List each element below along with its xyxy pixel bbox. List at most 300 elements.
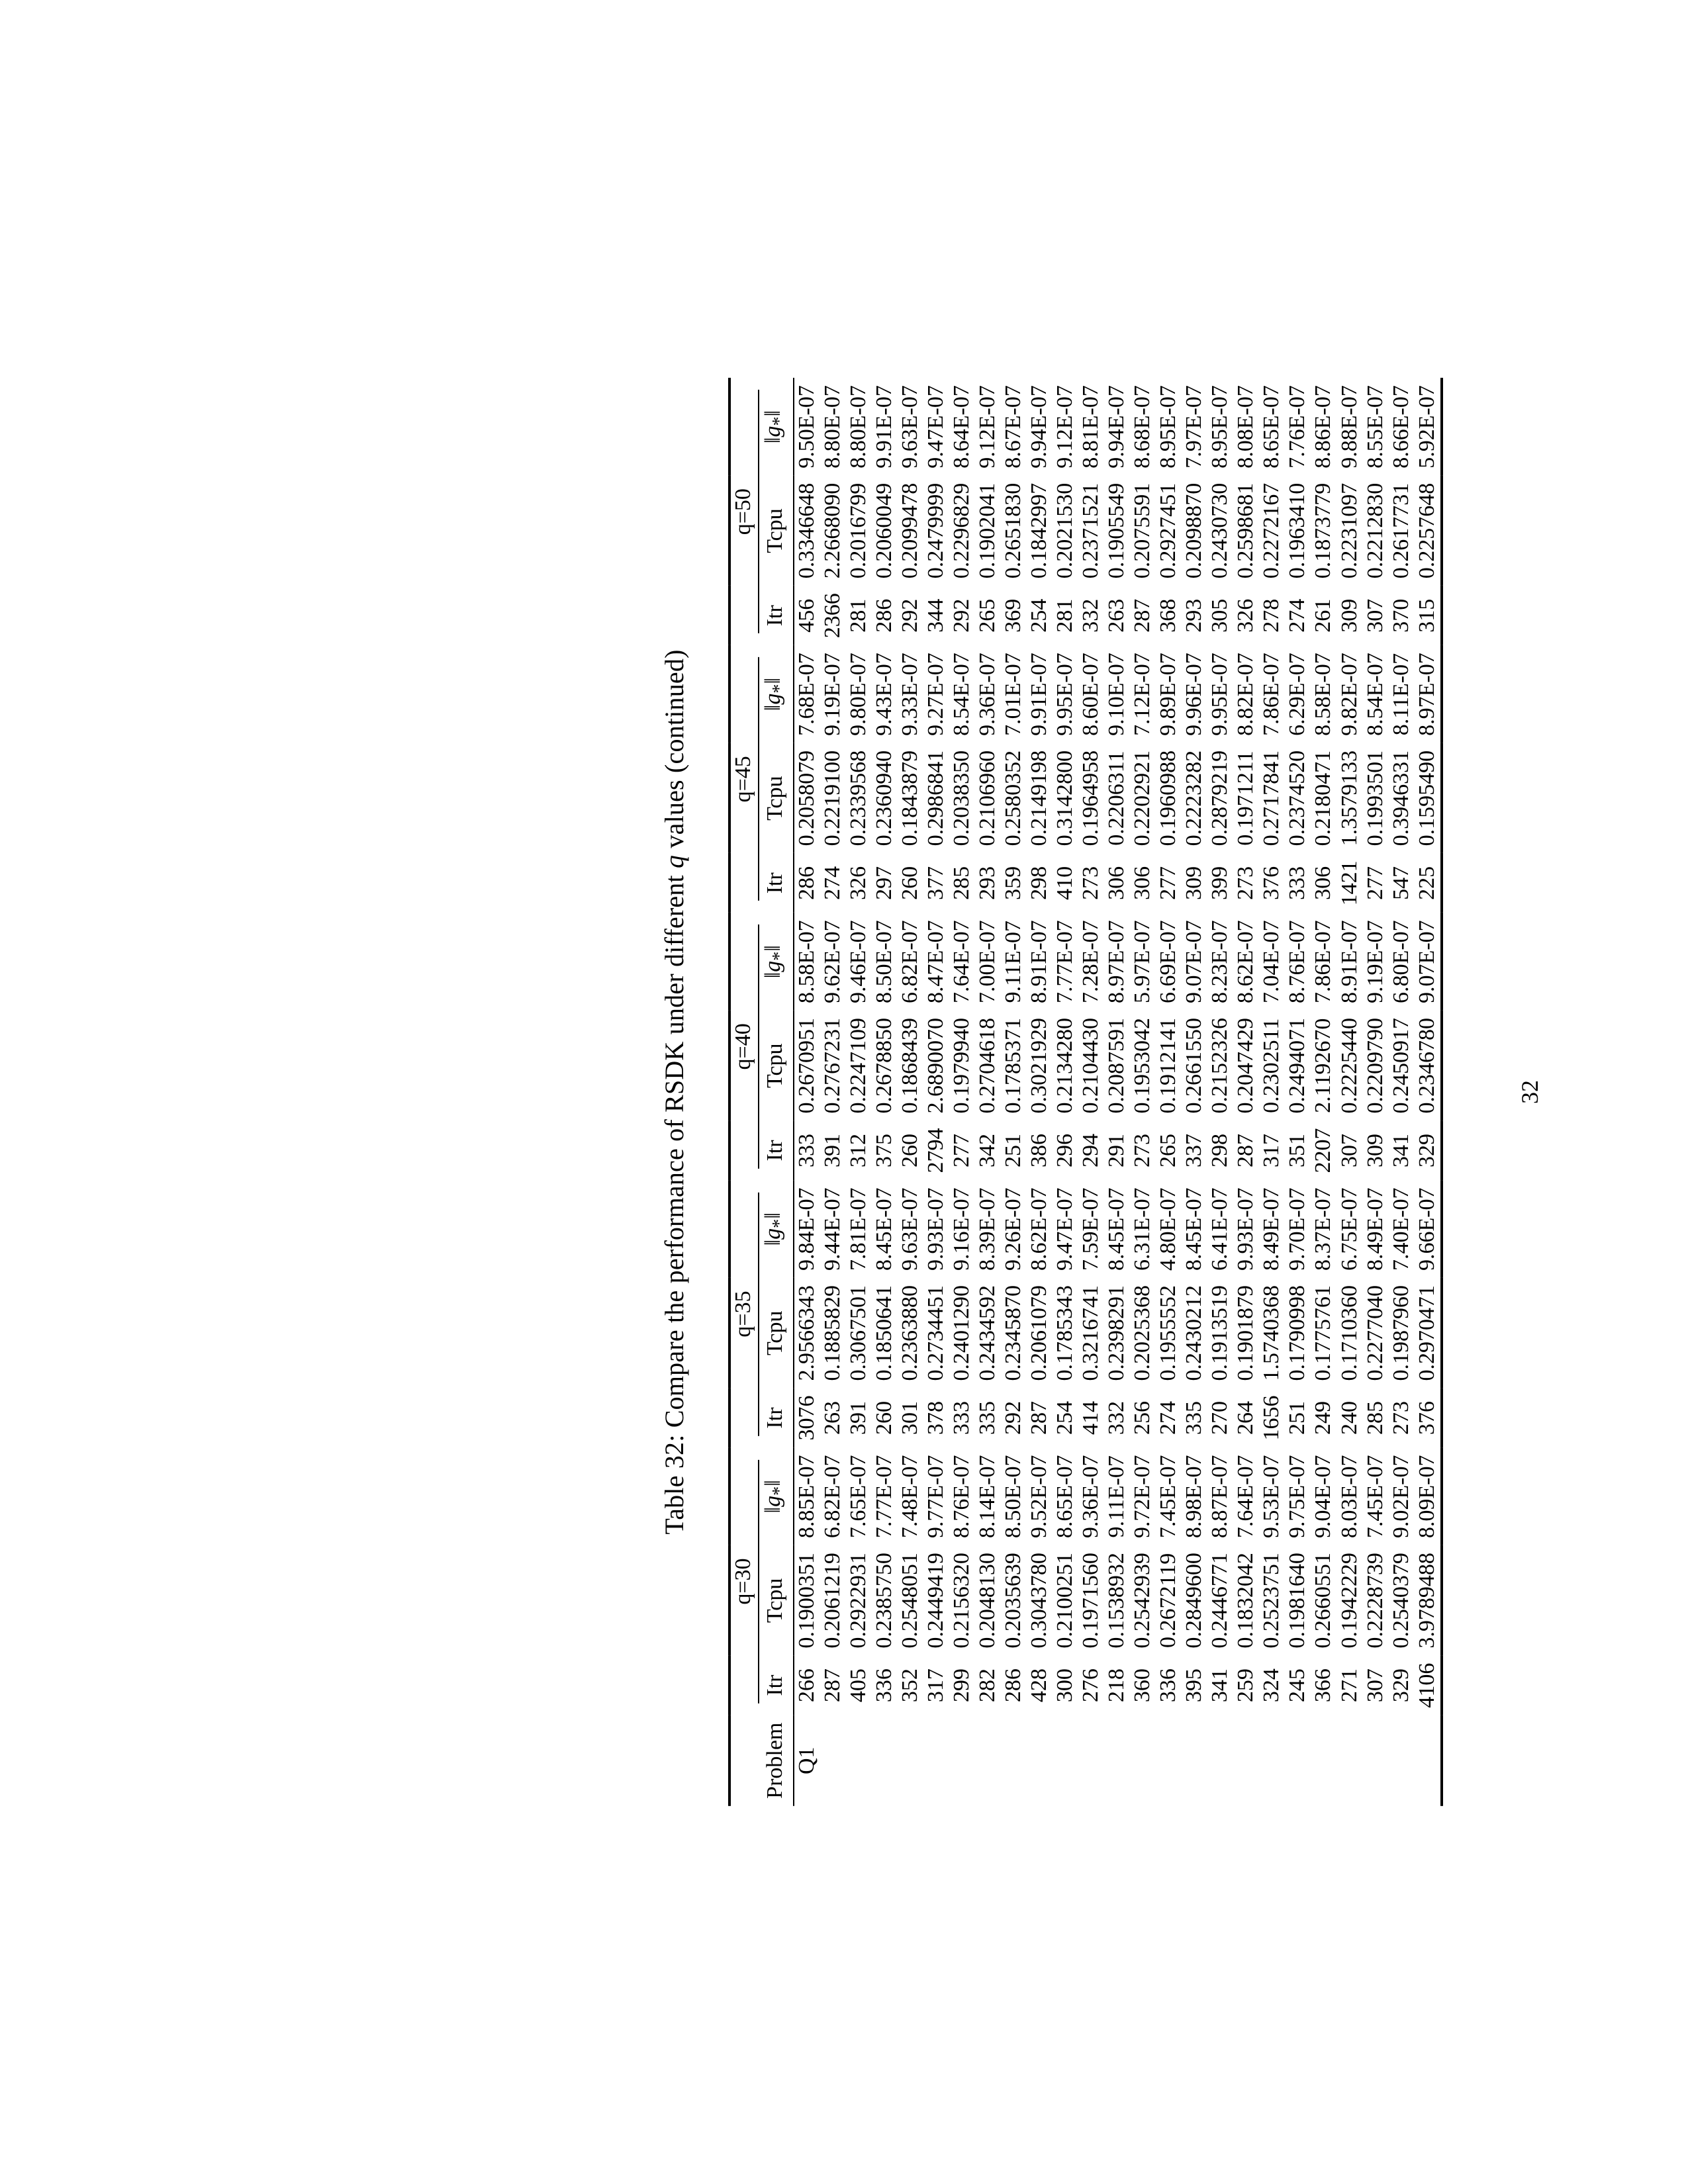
cell-q50-itr: 254 <box>1027 598 1052 633</box>
cell-q50-tcpu: 0.2075591 <box>1130 482 1155 579</box>
cell-q30-gnorm: 8.09E-07 <box>1415 1448 1442 1546</box>
cell-q40-gnorm: 6.80E-07 <box>1388 920 1413 1003</box>
cell-q50-itr: 2366 <box>820 593 845 639</box>
cell-q30-tcpu: 0.2061219 <box>820 1553 845 1649</box>
cell-q30-itr: 266 <box>794 1668 819 1703</box>
cell-q50-gnorm: 9.94E-07 <box>1027 385 1052 469</box>
cell-q40-tcpu: 0.2302511 <box>1259 1018 1284 1113</box>
cell-q40-tcpu: 0.2087591 <box>1104 1017 1129 1114</box>
cell-q30-itr: 428 <box>1027 1668 1052 1703</box>
cell-q30-tcpu: 0.2100251 <box>1053 1553 1078 1649</box>
cell-q45-gnorm: 9.91E-07 <box>1027 653 1052 736</box>
cell-q35-itr: 391 <box>845 1401 870 1435</box>
cell-q35-tcpu: 0.2401290 <box>949 1285 974 1381</box>
cell-q45-tcpu: 0.1960988 <box>1156 750 1181 846</box>
cell-q45-tcpu: 0.2058079 <box>794 750 819 846</box>
cell-q40-tcpu: 0.2661550 <box>1182 1017 1207 1114</box>
cell-q30-gnorm: 9.52E-07 <box>1027 1455 1052 1539</box>
cell-q35-tcpu: 0.3067501 <box>845 1285 870 1381</box>
cell-q45-itr: 306 <box>1130 866 1155 900</box>
cell-q30-itr: 317 <box>923 1668 948 1703</box>
cell-q50-itr: 326 <box>1233 598 1258 633</box>
cell-q50-tcpu: 0.2927451 <box>1156 482 1181 579</box>
cell-q35-gnorm: 8.49E-07 <box>1259 1187 1284 1271</box>
cell-q40-tcpu: 2.1192670 <box>1311 1018 1336 1113</box>
cell-q35-gnorm: 7.81E-07 <box>845 1187 870 1271</box>
cell-q30-gnorm: 9.77E-07 <box>923 1455 948 1539</box>
cell-q45-tcpu: 0.2223282 <box>1182 750 1207 846</box>
cell-q40-tcpu: 0.2209790 <box>1362 1017 1387 1114</box>
cell-q30-itr: 218 <box>1104 1668 1129 1703</box>
cell-q50-gnorm: 9.63E-07 <box>897 385 922 469</box>
cell-q30-tcpu: 0.1900351 <box>794 1553 819 1649</box>
cell-q35-itr: 332 <box>1104 1401 1129 1435</box>
sub-header-row <box>761 378 794 1806</box>
cell-q45-tcpu: 0.2986841 <box>923 750 948 846</box>
cell-q50-itr: 368 <box>1156 598 1181 633</box>
cell-q50-tcpu: 0.2296829 <box>949 482 974 579</box>
cell-q50-gnorm: 7.76E-07 <box>1285 385 1310 469</box>
cell-q30-gnorm: 9.53E-07 <box>1259 1455 1284 1539</box>
cell-q45-itr: 298 <box>1027 866 1052 900</box>
cell-q45-tcpu: 0.2038350 <box>949 750 974 846</box>
cell-q35-itr: 270 <box>1207 1401 1233 1435</box>
cell-q45-itr: 547 <box>1388 866 1413 900</box>
cell-q50-gnorm: 8.65E-07 <box>1259 385 1284 469</box>
cell-q45-gnorm: 7.01E-07 <box>1001 653 1026 736</box>
cell-q45-tcpu: 1.3579133 <box>1336 750 1362 846</box>
cell-q45-gnorm: 9.89E-07 <box>1156 653 1181 736</box>
cell-q35-itr: 376 <box>1415 1388 1442 1448</box>
cell-q50-gnorm: 8.64E-07 <box>949 385 974 469</box>
caption-label: Table 32: <box>659 1434 689 1535</box>
cell-q35-tcpu: 0.1850641 <box>871 1285 896 1381</box>
cell-q50-itr: 286 <box>871 598 896 633</box>
cell-q30-gnorm: 7.45E-07 <box>1156 1455 1181 1539</box>
cell-q50-tcpu: 0.1842997 <box>1027 482 1052 579</box>
cell-q50-gnorm: 5.92E-07 <box>1415 378 1442 476</box>
table-head <box>729 378 794 1806</box>
cell-q30-tcpu: 0.2523751 <box>1259 1553 1284 1649</box>
cell-q30-itr: 336 <box>871 1668 896 1703</box>
cell-q40-itr: 329 <box>1415 1120 1442 1180</box>
cell-q45-itr: 410 <box>1053 866 1078 900</box>
cell-q30-gnorm: 7.65E-07 <box>845 1455 870 1539</box>
cell-q35-gnorm: 9.70E-07 <box>1285 1187 1310 1271</box>
cell-q30-gnorm: 6.82E-07 <box>820 1455 845 1539</box>
cell-q45-tcpu: 0.2374520 <box>1285 750 1310 846</box>
cell-q50-gnorm: 8.80E-07 <box>820 385 845 469</box>
cell-q50-itr: 370 <box>1388 598 1413 633</box>
cell-q45-gnorm: 6.29E-07 <box>1285 653 1310 736</box>
cell-q40-itr: 337 <box>1182 1133 1207 1167</box>
column-header-q50-itr: Itr <box>761 586 794 645</box>
cell-q40-itr: 260 <box>897 1133 922 1167</box>
cell-q35-itr: 264 <box>1233 1401 1258 1435</box>
cell-q30-itr: 259 <box>1233 1668 1258 1703</box>
cell-q40-tcpu: 0.1868439 <box>897 1017 922 1114</box>
table-row <box>1311 378 1336 1806</box>
cell-q50-gnorm: 9.47E-07 <box>923 385 948 469</box>
cell-q50-tcpu: 0.2257648 <box>1415 476 1442 586</box>
table-row <box>949 378 975 1806</box>
cell-q50-itr: 344 <box>923 598 948 633</box>
cell-q50-itr: 281 <box>845 598 870 633</box>
cell-q35-gnorm: 9.44E-07 <box>820 1187 845 1271</box>
cell-q50-gnorm: 8.81E-07 <box>1078 385 1103 469</box>
cell-q45-itr: 359 <box>1001 866 1026 900</box>
cell-q50-itr: 332 <box>1078 598 1103 633</box>
problem-label-cell <box>1156 1715 1182 1806</box>
cell-q30-gnorm: 7.45E-07 <box>1362 1455 1387 1539</box>
cell-q30-gnorm: 8.03E-07 <box>1336 1455 1362 1539</box>
cell-q35-gnorm: 6.75E-07 <box>1336 1187 1362 1271</box>
cell-q50-tcpu: 0.3346648 <box>794 482 819 579</box>
cell-q45-tcpu: 0.2879219 <box>1207 750 1233 846</box>
cell-q45-itr: 333 <box>1285 866 1310 900</box>
cell-q35-tcpu: 0.1775761 <box>1311 1285 1336 1381</box>
cell-q30-tcpu: 0.1942229 <box>1336 1553 1362 1649</box>
cell-q35-gnorm: 7.40E-07 <box>1388 1187 1413 1271</box>
cell-q40-tcpu: 0.1785371 <box>1001 1017 1026 1114</box>
cell-q45-itr: 277 <box>1156 866 1181 900</box>
cell-q40-itr: 307 <box>1336 1133 1362 1167</box>
cell-q30-gnorm: 8.76E-07 <box>949 1455 974 1539</box>
cell-q50-tcpu: 0.2212830 <box>1362 482 1387 579</box>
cell-q45-gnorm: 7.86E-07 <box>1259 653 1284 736</box>
problem-label-cell <box>1182 1715 1207 1806</box>
cell-q50-gnorm: 9.12E-07 <box>1053 385 1078 469</box>
group-header-q45: q=45 <box>729 645 761 913</box>
cell-q35-gnorm: 9.93E-07 <box>923 1187 948 1271</box>
problem-label-cell <box>1363 1715 1389 1806</box>
cell-q50-tcpu: 0.2099478 <box>897 482 922 579</box>
cell-q30-gnorm: 8.98E-07 <box>1182 1455 1207 1539</box>
column-header-q50-gnorm: $‖g_*‖$ <box>761 378 794 476</box>
cell-q40-itr: 273 <box>1130 1133 1155 1167</box>
cell-q30-tcpu: 0.2048130 <box>975 1553 1000 1649</box>
cell-q35-gnorm: 8.49E-07 <box>1362 1187 1387 1271</box>
cell-q50-gnorm: 8.68E-07 <box>1130 385 1155 469</box>
cell-q35-itr: 240 <box>1336 1401 1362 1435</box>
cell-q35-tcpu: 0.1955552 <box>1156 1285 1181 1381</box>
cell-q40-itr: 296 <box>1053 1133 1078 1167</box>
cell-q30-tcpu: 0.2540379 <box>1388 1553 1413 1649</box>
cell-q45-tcpu: 0.1843879 <box>897 750 922 846</box>
column-header-q30-itr: Itr <box>761 1656 794 1715</box>
cell-q40-gnorm: 9.46E-07 <box>845 920 870 1003</box>
cell-q50-itr: 263 <box>1104 598 1129 633</box>
group-rule <box>758 1192 759 1435</box>
problem-label-cell <box>1259 1715 1285 1806</box>
cell-q35-gnorm: 8.37E-07 <box>1311 1187 1336 1271</box>
table-row <box>923 378 949 1806</box>
cell-q30-itr: 271 <box>1336 1668 1362 1703</box>
cell-q40-tcpu: 0.2450917 <box>1388 1017 1413 1114</box>
cell-q40-gnorm: 7.77E-07 <box>1053 920 1078 1003</box>
cell-q50-tcpu: 0.2021530 <box>1053 482 1078 579</box>
cell-q35-gnorm: 9.84E-07 <box>794 1187 819 1271</box>
cell-q40-tcpu: 0.1912141 <box>1156 1017 1181 1114</box>
cell-q45-gnorm: 9.95E-07 <box>1207 653 1233 736</box>
cell-q30-gnorm: 8.65E-07 <box>1053 1455 1078 1539</box>
cell-q30-itr: 366 <box>1311 1668 1336 1703</box>
cell-q40-gnorm: 9.11E-07 <box>1001 920 1026 1003</box>
cell-q30-tcpu: 0.1971560 <box>1078 1553 1103 1649</box>
cell-q35-tcpu: 0.1901879 <box>1233 1285 1258 1381</box>
cell-q45-itr: 377 <box>923 866 948 900</box>
table-container <box>728 378 1443 1806</box>
cell-q50-itr: 305 <box>1207 598 1233 633</box>
cell-q35-gnorm: 9.26E-07 <box>1001 1187 1026 1271</box>
cell-q40-gnorm: 7.64E-07 <box>949 920 974 1003</box>
cell-q50-tcpu: 0.2060049 <box>871 482 896 579</box>
table-row <box>1078 378 1104 1806</box>
group-header-q40: q=40 <box>729 913 761 1180</box>
cell-q50-gnorm: 8.08E-07 <box>1233 385 1258 469</box>
cell-q30-tcpu: 0.1832042 <box>1233 1553 1258 1649</box>
cell-q30-itr: 287 <box>820 1668 845 1703</box>
cell-q45-tcpu: 0.2580352 <box>1001 750 1026 846</box>
group-rule <box>758 925 759 1168</box>
column-header-q35-tcpu: Tcpu <box>761 1278 794 1388</box>
cell-q50-tcpu: 2.2668090 <box>820 482 845 579</box>
cell-q35-tcpu: 0.1790998 <box>1285 1285 1310 1381</box>
problem-label-cell <box>923 1715 949 1806</box>
cell-q35-itr: 333 <box>949 1401 974 1435</box>
cell-q50-itr: 261 <box>1311 598 1336 633</box>
column-header-q40-itr: Itr <box>761 1120 794 1180</box>
cell-q40-gnorm: 9.07E-07 <box>1415 913 1442 1011</box>
cell-q30-tcpu: 0.1981640 <box>1285 1553 1310 1649</box>
table-row <box>1001 378 1027 1806</box>
cell-q30-gnorm: 7.77E-07 <box>871 1455 896 1539</box>
cell-q50-tcpu: 0.2371521 <box>1078 482 1103 579</box>
problem-label-cell <box>1104 1715 1130 1806</box>
cell-q45-itr: 399 <box>1207 866 1233 900</box>
cell-q45-tcpu: 0.2219100 <box>820 750 845 846</box>
column-header-q35-itr: Itr <box>761 1388 794 1448</box>
cell-q35-gnorm: 6.41E-07 <box>1207 1187 1233 1271</box>
cell-q45-gnorm: 8.11E-07 <box>1388 653 1413 736</box>
cell-q50-itr: 307 <box>1362 598 1387 633</box>
cell-q40-gnorm: 5.97E-07 <box>1130 920 1155 1003</box>
cell-q50-tcpu: 0.2479999 <box>923 482 948 579</box>
column-header-q35-gnorm: $‖g_*‖$ <box>761 1180 794 1278</box>
cell-q45-tcpu: 0.2360940 <box>871 750 896 846</box>
problem-label-cell <box>1078 1715 1104 1806</box>
cell-q40-gnorm: 8.97E-07 <box>1104 920 1129 1003</box>
cell-q40-gnorm: 7.86E-07 <box>1311 920 1336 1003</box>
cell-q50-tcpu: 0.1873779 <box>1311 482 1336 579</box>
cell-q40-tcpu: 2.6890070 <box>923 1017 948 1114</box>
cell-q40-itr: 294 <box>1078 1133 1103 1167</box>
cell-q30-tcpu: 0.2548051 <box>897 1553 922 1649</box>
cell-q35-itr: 285 <box>1362 1401 1387 1435</box>
cell-q50-itr: 309 <box>1336 598 1362 633</box>
cell-q30-itr: 299 <box>949 1668 974 1703</box>
cell-q30-gnorm: 9.36E-07 <box>1078 1455 1103 1539</box>
cell-q50-gnorm: 9.50E-07 <box>794 385 819 469</box>
cell-q30-itr: 405 <box>845 1668 870 1703</box>
cell-q30-gnorm: 8.50E-07 <box>1001 1455 1026 1539</box>
cell-q30-itr: 360 <box>1130 1668 1155 1703</box>
cell-q45-itr: 306 <box>1311 866 1336 900</box>
cell-q50-itr: 369 <box>1001 598 1026 633</box>
cell-q50-gnorm: 8.67E-07 <box>1001 385 1026 469</box>
cell-q30-gnorm: 9.04E-07 <box>1311 1455 1336 1539</box>
cell-q50-gnorm: 7.97E-07 <box>1182 385 1207 469</box>
cell-q40-itr: 2207 <box>1311 1128 1336 1173</box>
cell-q30-itr: 336 <box>1156 1668 1181 1703</box>
cell-q45-tcpu: 0.1993501 <box>1362 750 1387 846</box>
cell-q35-itr: 273 <box>1388 1401 1413 1435</box>
cell-q40-itr: 291 <box>1104 1133 1129 1167</box>
cell-q35-tcpu: 0.2434592 <box>975 1285 1000 1381</box>
group-header-q35: q=35 <box>729 1180 761 1447</box>
cell-q45-gnorm: 9.80E-07 <box>845 653 870 736</box>
cell-q35-gnorm: 8.45E-07 <box>871 1187 896 1271</box>
problem-label-cell <box>846 1715 872 1806</box>
cell-q35-gnorm: 7.59E-07 <box>1078 1187 1103 1271</box>
table-row <box>975 378 1001 1806</box>
cell-q45-tcpu: 0.2180471 <box>1311 750 1336 846</box>
cell-q40-tcpu: 0.1979940 <box>949 1017 974 1114</box>
cell-q35-itr: 287 <box>1027 1401 1052 1435</box>
table-row <box>1337 378 1363 1806</box>
cell-q40-gnorm: 6.82E-07 <box>897 920 922 1003</box>
table-row <box>1233 378 1259 1806</box>
cell-q45-tcpu: 0.1964958 <box>1078 750 1103 846</box>
cell-q40-tcpu: 0.2704618 <box>975 1017 1000 1114</box>
cell-q40-gnorm: 8.58E-07 <box>794 920 819 1003</box>
cell-q35-itr: 260 <box>871 1401 896 1435</box>
cell-q40-itr: 341 <box>1388 1133 1413 1167</box>
group-rule <box>758 390 759 633</box>
problem-label-cell <box>872 1715 898 1806</box>
cell-q45-gnorm: 9.36E-07 <box>975 653 1000 736</box>
cell-q40-tcpu: 0.2247109 <box>845 1017 870 1114</box>
cell-q40-tcpu: 0.2104430 <box>1078 1017 1103 1114</box>
cell-q40-tcpu: 0.2346780 <box>1415 1011 1442 1121</box>
cell-q40-itr: 309 <box>1362 1133 1387 1167</box>
results-table <box>728 378 1443 1806</box>
cell-q35-itr: 254 <box>1053 1401 1078 1435</box>
column-header-q30-tcpu: Tcpu <box>761 1545 794 1656</box>
table-row <box>1415 378 1442 1806</box>
cell-q35-itr: 414 <box>1078 1401 1103 1435</box>
cell-q40-gnorm: 8.50E-07 <box>871 920 896 1003</box>
table-body <box>794 378 1442 1806</box>
problem-label-cell <box>1001 1715 1027 1806</box>
cell-q30-itr: 341 <box>1207 1668 1233 1703</box>
cell-q50-itr: 315 <box>1415 586 1442 645</box>
caption-text-1: Compare the performance of RSDK under different <box>659 868 689 1435</box>
cell-q30-itr: 329 <box>1388 1668 1413 1703</box>
cell-q50-itr: 265 <box>975 598 1000 633</box>
cell-q50-itr: 293 <box>1182 598 1207 633</box>
cell-q50-tcpu: 0.2651830 <box>1001 482 1026 579</box>
cell-q40-tcpu: 0.2767231 <box>820 1017 845 1114</box>
cell-q35-tcpu: 0.2430212 <box>1182 1285 1207 1381</box>
table-row <box>1389 378 1415 1806</box>
cell-q50-tcpu: 0.2231097 <box>1336 482 1362 579</box>
cell-q40-itr: 375 <box>871 1133 896 1167</box>
cell-q30-tcpu: 0.2035639 <box>1001 1553 1026 1649</box>
cell-q45-itr: 225 <box>1415 853 1442 913</box>
cell-q40-gnorm: 7.28E-07 <box>1078 920 1103 1003</box>
cell-q45-gnorm: 8.58E-07 <box>1311 653 1336 736</box>
cell-q35-tcpu: 0.2970471 <box>1415 1278 1442 1388</box>
cell-q45-gnorm: 7.68E-07 <box>794 653 819 736</box>
cell-q30-gnorm: 8.14E-07 <box>975 1455 1000 1539</box>
cell-q40-gnorm: 8.91E-07 <box>1027 920 1052 1003</box>
cell-q45-tcpu: 0.3946331 <box>1388 750 1413 846</box>
cell-q50-tcpu: 0.2098870 <box>1182 482 1207 579</box>
table-row <box>1259 378 1285 1806</box>
problem-label-cell <box>1415 1715 1442 1806</box>
cell-q50-tcpu: 0.2430730 <box>1207 482 1233 579</box>
column-header-problem: Problem <box>761 1715 794 1806</box>
table-row <box>1156 378 1182 1806</box>
group-rule <box>758 657 759 901</box>
cell-q50-tcpu: 0.2617731 <box>1388 482 1413 579</box>
cell-q30-gnorm: 9.02E-07 <box>1388 1455 1413 1539</box>
cell-q50-tcpu: 0.1905549 <box>1104 482 1129 579</box>
problem-label-cell: Q1 <box>794 1747 819 1775</box>
caption-text-2: values (continued) <box>659 649 689 855</box>
cell-q40-gnorm: 8.76E-07 <box>1285 920 1310 1003</box>
cell-q40-itr: 265 <box>1156 1133 1181 1167</box>
cell-q35-tcpu: 0.2277040 <box>1362 1285 1387 1381</box>
cell-q35-gnorm: 9.63E-07 <box>897 1187 922 1271</box>
cell-q45-itr: 306 <box>1104 866 1129 900</box>
cell-q30-itr: 300 <box>1053 1668 1078 1703</box>
cell-q45-itr: 293 <box>975 866 1000 900</box>
cell-q35-itr: 274 <box>1156 1401 1181 1435</box>
cell-q50-itr: 281 <box>1053 598 1078 633</box>
cell-q50-gnorm: 8.95E-07 <box>1156 385 1181 469</box>
cell-q40-gnorm: 9.07E-07 <box>1182 920 1207 1003</box>
cell-q45-itr: 297 <box>871 866 896 900</box>
cell-q30-gnorm: 7.64E-07 <box>1233 1455 1258 1539</box>
problem-label-cell <box>1337 1715 1363 1806</box>
cell-q50-itr: 278 <box>1259 598 1284 633</box>
cell-q30-tcpu: 0.2385750 <box>871 1553 896 1649</box>
cell-q45-tcpu: 0.2339568 <box>845 750 870 846</box>
cell-q30-gnorm: 7.48E-07 <box>897 1455 922 1539</box>
problem-label-cell <box>898 1715 923 1806</box>
cell-q30-tcpu: 0.2849600 <box>1182 1553 1207 1649</box>
cell-q40-tcpu: 0.2670951 <box>794 1017 819 1114</box>
problem-label-cell <box>975 1715 1001 1806</box>
cell-q45-gnorm: 8.54E-07 <box>1362 653 1387 736</box>
cell-q40-itr: 277 <box>949 1133 974 1167</box>
cell-q45-itr: 326 <box>845 866 870 900</box>
table-row <box>820 378 846 1806</box>
cell-q35-tcpu: 0.1987960 <box>1388 1285 1413 1381</box>
cell-q30-itr: 286 <box>1001 1668 1026 1703</box>
cell-q35-tcpu: 0.2734451 <box>923 1285 948 1381</box>
cell-q30-itr: 282 <box>975 1668 1000 1703</box>
table-row <box>1053 378 1078 1806</box>
problem-label-cell <box>949 1715 975 1806</box>
cell-q45-tcpu: 0.3142800 <box>1053 750 1078 846</box>
cell-q35-tcpu: 0.1913519 <box>1207 1285 1233 1381</box>
cell-q45-gnorm: 8.82E-07 <box>1233 653 1258 736</box>
cell-q30-itr: 324 <box>1259 1668 1284 1703</box>
cell-q45-gnorm: 9.95E-07 <box>1053 653 1078 736</box>
